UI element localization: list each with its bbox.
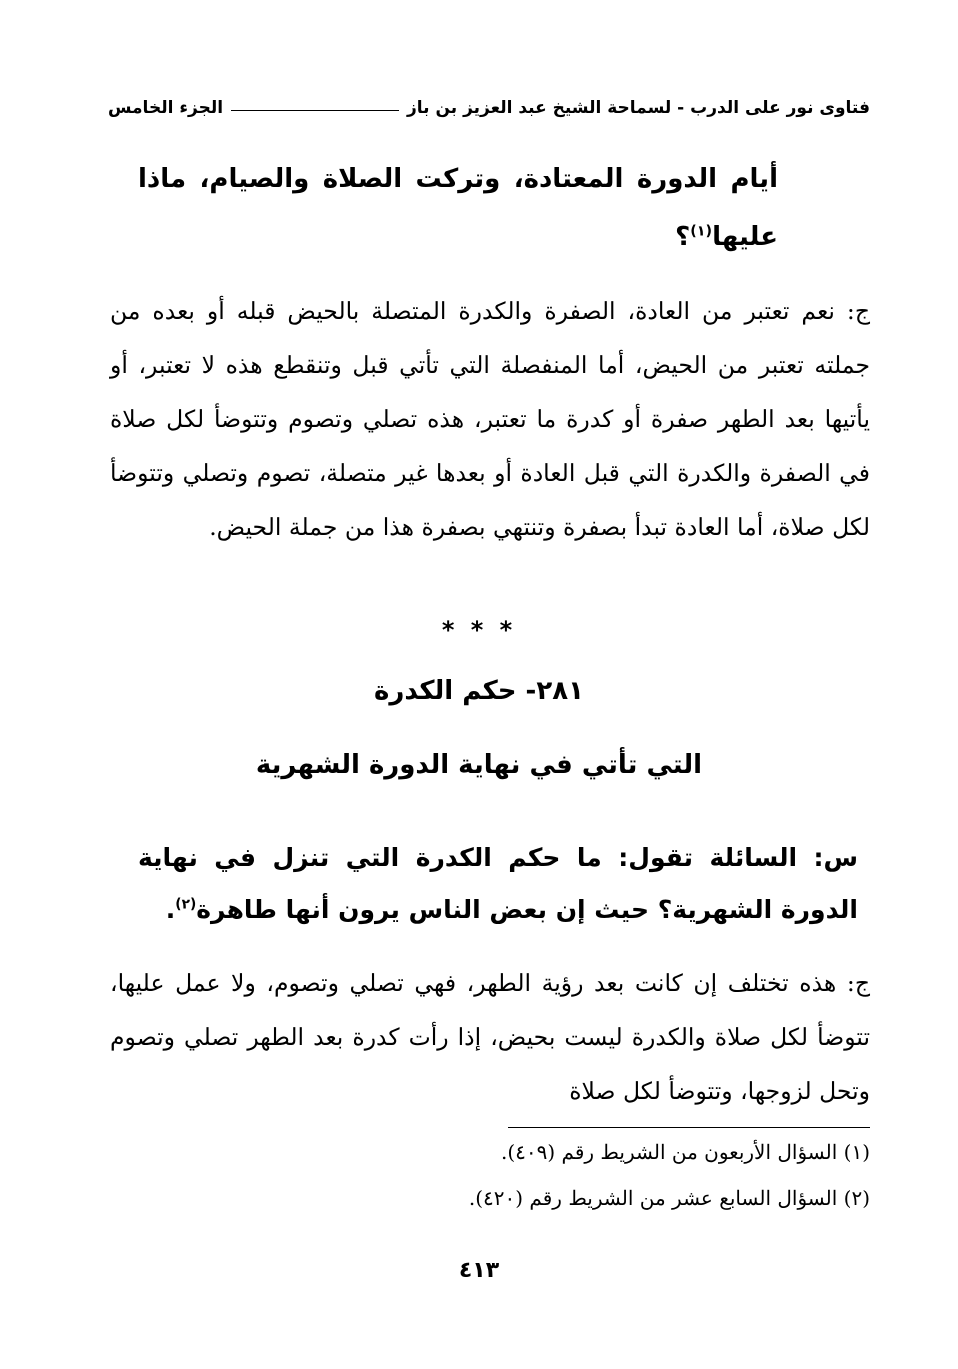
section-subtitle: التي تأتي في نهاية الدورة الشهرية xyxy=(255,750,703,780)
answer-paragraph-2: ج: هذه تختلف إن كانت بعد رؤية الطهر، فهي تصلي وتصوم، ولا عمل عليها، تتوضأ لكل صلاة والكدرة ليست بحيض، إذا رأت كدرة بعد الطهر تصلي وتصوم وتحل لزوجها، وتتوضأ لكل صلاة xyxy=(110,969,870,1105)
page-number: ٤١٣ xyxy=(458,1258,500,1283)
section-title: ٢٨١- حكم الكدرة xyxy=(374,676,584,706)
footnote-divider xyxy=(508,1127,870,1128)
question-2-text: س: السائلة تقول: ما حكم الكدرة التي تنزل في نهاية الدورة الشهرية؟ حيث إن بعض الناس يرون أنها طاهرة xyxy=(138,843,858,924)
question-text: أيام الدورة المعتادة، وتركت الصلاة والصيام، ماذا عليها xyxy=(138,164,778,252)
footnote-1: (١) السؤال الأربعون من الشريط رقم (٤٠٩). xyxy=(500,1140,870,1164)
footnote-2: (٢) السؤال السابع عشر من الشريط رقم (٤٢٠). xyxy=(468,1186,870,1210)
question-continuation xyxy=(138,150,778,266)
header-volume: الجزء الخامس xyxy=(108,98,224,118)
question-paragraph-2 xyxy=(138,832,858,936)
question-2-end: . xyxy=(165,895,176,924)
question-end: ؟ xyxy=(675,222,691,252)
footnote-ref-1: (١) xyxy=(690,223,713,240)
running-header xyxy=(108,98,870,118)
answer-paragraph-1: ج: نعم تعتبر من العادة، الصفرة والكدرة المتصلة بالحيض قبله أو بعده من جملته تعتبر من الحيض، أما المنفصلة التي تأتي قبل وتنقطع هذه لا تعتبر، أو يأتيها بعد الطهر صفرة أو كدرة ما تعتبر، هذه تصلي وتصوم وتتوضأ لكل صلاة في الصفرة والكدرة التي قبل العادة أو بعدها غير متصلة، تصوم وتصلي وتتوضأ لكل صلاة، أما العادة تبدأ بصفرة وتنتهي بصفرة هذا من جملة الحيض. xyxy=(110,297,870,541)
header-book-title: فتاوى نور على الدرب - لسماحة الشيخ عبد العزيز بن باز xyxy=(407,98,870,118)
header-rule xyxy=(231,110,399,111)
footnote-ref-2: (٢) xyxy=(175,896,197,913)
section-separator: * * * xyxy=(441,616,517,644)
